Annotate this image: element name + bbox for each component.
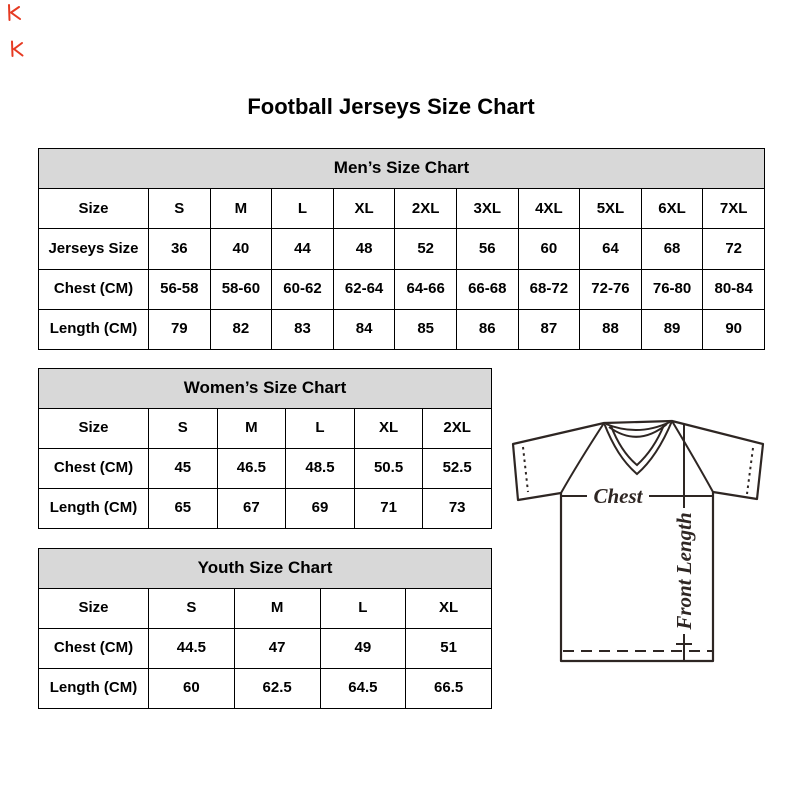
size-cell: 47	[234, 629, 320, 669]
size-cell: 87	[518, 309, 580, 349]
table-row	[39, 269, 765, 309]
chest-label: Chest	[593, 484, 643, 508]
size-cell: 72-76	[580, 269, 642, 309]
size-cell: M	[210, 189, 272, 229]
size-cell: XL	[333, 189, 395, 229]
size-cell: 85	[395, 309, 457, 349]
page-title: Football Jerseys Size Chart	[247, 94, 535, 119]
size-cell: 66-68	[456, 269, 518, 309]
row-label: Size	[39, 589, 149, 629]
size-cell: S	[149, 589, 235, 629]
size-cell: 45	[149, 449, 218, 489]
size-cell: 80-84	[703, 269, 765, 309]
table-row	[39, 589, 492, 629]
size-cell: XL	[354, 409, 423, 449]
red-pen-mark-icon	[9, 40, 26, 58]
size-cell: 60-62	[272, 269, 334, 309]
table-row	[39, 669, 492, 709]
size-cell: 64.5	[320, 669, 406, 709]
size-cell: 79	[149, 309, 211, 349]
womens-size-table	[38, 368, 492, 529]
size-cell: S	[149, 409, 218, 449]
size-cell: M	[234, 589, 320, 629]
size-cell: 49	[320, 629, 406, 669]
size-cell: 44	[272, 229, 334, 269]
size-cell: 40	[210, 229, 272, 269]
size-cell: 68-72	[518, 269, 580, 309]
size-cell: 52.5	[423, 449, 492, 489]
size-cell: L	[286, 409, 355, 449]
size-cell: 83	[272, 309, 334, 349]
size-cell: 90	[703, 309, 765, 349]
table-row	[39, 629, 492, 669]
size-cell: 2XL	[395, 189, 457, 229]
size-cell: 86	[456, 309, 518, 349]
size-cell: 71	[354, 489, 423, 529]
table-row	[39, 409, 492, 449]
size-cell: S	[149, 189, 211, 229]
red-pen-mark-icon	[6, 4, 23, 22]
size-cell: 64	[580, 229, 642, 269]
size-cell: 73	[423, 489, 492, 529]
size-cell: 62.5	[234, 669, 320, 709]
size-cell: 50.5	[354, 449, 423, 489]
youth-size-table	[38, 548, 492, 708]
size-cell: 58-60	[210, 269, 272, 309]
table-row	[39, 489, 492, 529]
size-cell: 62-64	[333, 269, 395, 309]
row-label: Length (CM)	[39, 489, 149, 529]
size-cell: 48	[333, 229, 395, 269]
size-cell: 88	[580, 309, 642, 349]
size-cell: 64-66	[395, 269, 457, 309]
size-cell: 69	[286, 489, 355, 529]
size-cell: 7XL	[703, 189, 765, 229]
size-cell: 60	[149, 669, 235, 709]
jersey-outline	[513, 421, 763, 661]
size-cell: L	[272, 189, 334, 229]
size-cell: 4XL	[518, 189, 580, 229]
size-cell: 51	[406, 629, 492, 669]
row-label: Size	[39, 409, 149, 449]
row-label: Length (CM)	[39, 309, 149, 349]
size-cell: M	[217, 409, 286, 449]
youth-size-table-header: Youth Size Chart	[39, 549, 492, 589]
mens-size-table-header: Men’s Size Chart	[39, 149, 765, 189]
size-cell: 82	[210, 309, 272, 349]
size-cell: 68	[641, 229, 703, 269]
size-cell: 72	[703, 229, 765, 269]
front-length-label: Front Length	[672, 512, 696, 630]
size-cell: 66.5	[406, 669, 492, 709]
size-cell: 52	[395, 229, 457, 269]
size-cell: 89	[641, 309, 703, 349]
row-label: Chest (CM)	[39, 629, 149, 669]
size-cell: 56	[456, 229, 518, 269]
table-row	[39, 449, 492, 489]
size-cell: 76-80	[641, 269, 703, 309]
table-row	[39, 309, 765, 349]
size-cell: 65	[149, 489, 218, 529]
size-cell: L	[320, 589, 406, 629]
size-cell: 67	[217, 489, 286, 529]
row-label: Jerseys Size	[39, 229, 149, 269]
row-label: Chest (CM)	[39, 449, 149, 489]
size-cell: 36	[149, 229, 211, 269]
size-cell: 6XL	[641, 189, 703, 229]
size-cell: 3XL	[456, 189, 518, 229]
mens-size-table	[38, 148, 765, 350]
table-row	[39, 229, 765, 269]
size-cell: 56-58	[149, 269, 211, 309]
size-cell: 44.5	[149, 629, 235, 669]
size-cell: XL	[406, 589, 492, 629]
row-label: Chest (CM)	[39, 269, 149, 309]
size-cell: 48.5	[286, 449, 355, 489]
row-label: Size	[39, 189, 149, 229]
womens-size-table-header: Women’s Size Chart	[39, 369, 492, 409]
size-cell: 46.5	[217, 449, 286, 489]
jersey-diagram	[498, 398, 782, 682]
table-row	[39, 189, 765, 229]
size-cell: 5XL	[580, 189, 642, 229]
row-label: Length (CM)	[39, 669, 149, 709]
size-cell: 84	[333, 309, 395, 349]
size-cell: 60	[518, 229, 580, 269]
size-cell: 2XL	[423, 409, 492, 449]
